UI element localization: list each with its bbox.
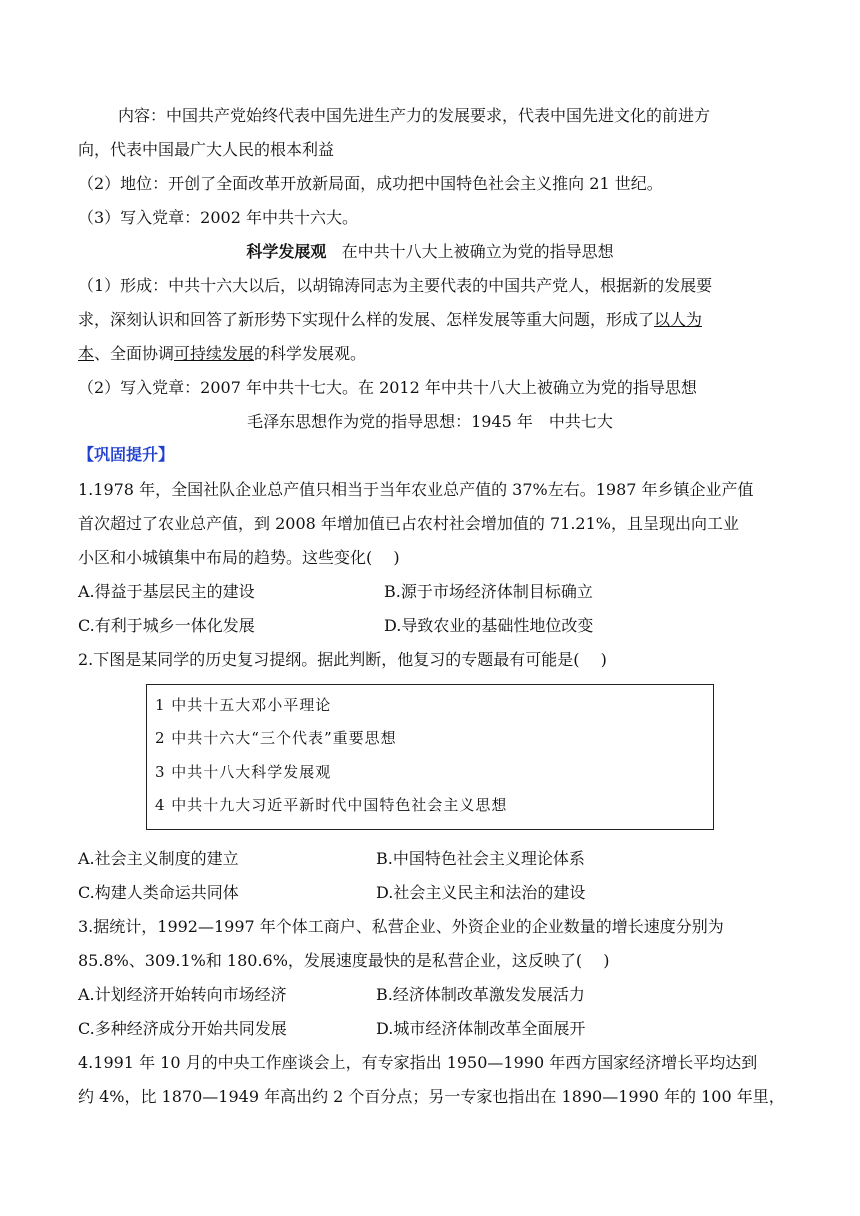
q1-line-1: 1.1978 年，全国社队企业总产值只相当于当年农业总产值的 37%左右。1987 年乡镇企业产值 bbox=[78, 480, 754, 499]
q3-option-b[interactable]: B.经济体制改革激发发展活力 bbox=[376, 985, 585, 1004]
underlined-people-oriented: 以人为 bbox=[654, 310, 703, 329]
q1-option-c[interactable]: C.有利于城乡一体化发展 bbox=[78, 616, 255, 635]
q3-options-ab bbox=[78, 985, 585, 1005]
q1-options-ab bbox=[78, 582, 593, 602]
q2-option-c[interactable]: C.构建人类命运共同体 bbox=[78, 883, 239, 902]
q3-line-1: 3.据统计，1992—1997 年个体工商户、私营企业、外资企业的企业数量的增长速度分别为 bbox=[78, 917, 724, 936]
q2-options-ab bbox=[78, 849, 585, 869]
party-charter-line: （3）写入党章：2002 年中共十六大。 bbox=[78, 208, 358, 227]
sci-charter-line: （2）写入党章：2007 年中共十七大。在 2012 年中共十八大上被确立为党的指导思想 bbox=[78, 378, 697, 397]
q3-option-a[interactable]: A.计划经济开始转向市场经济 bbox=[78, 985, 287, 1004]
q2-options-cd bbox=[78, 883, 586, 903]
q4-line-2: 约 4%，比 1870—1949 年高出约 2 个百分点；另一专家也指出在 1890—1990 年的 100 年里， bbox=[78, 1087, 785, 1106]
q1-line-3: 小区和小城镇集中布局的趋势。这些变化( ) bbox=[78, 548, 400, 567]
q3-option-d[interactable]: D.城市经济体制改革全面展开 bbox=[376, 1019, 586, 1038]
formation-text-3: 的科学发展观。 bbox=[254, 344, 367, 363]
underlined-sustainable: 可持续发展 bbox=[174, 344, 255, 363]
q1-options-cd bbox=[78, 616, 594, 636]
formation-line-1: （1）形成：中共十六大以后，以胡锦涛同志为主要代表的中国共产党人，根据新的发展要 bbox=[78, 276, 713, 295]
scientific-outlook-heading bbox=[0, 242, 860, 262]
outline-item-4: 4 中共十九大习近平新时代中国特色社会主义思想 bbox=[155, 796, 508, 814]
q2-option-b[interactable]: B.中国特色社会主义理论体系 bbox=[376, 849, 585, 868]
mao-thought-line: 毛泽东思想作为党的指导思想：1945 年 中共七大 bbox=[247, 412, 613, 431]
outline-item-1: 1 中共十五大邓小平理论 bbox=[155, 696, 332, 714]
q3-option-c[interactable]: C.多种经济成分开始共同发展 bbox=[78, 1019, 287, 1038]
q2-option-d[interactable]: D.社会主义民主和法治的建设 bbox=[376, 883, 586, 902]
content-line-2: 向，代表中国最广大人民的根本利益 bbox=[78, 140, 335, 159]
outline-item-3: 3 中共十八大科学发展观 bbox=[155, 763, 332, 781]
formation-text: 求，深刻认识和回答了新形势下实现什么样的发展、怎样发展等重大问题，形成了 bbox=[78, 310, 655, 329]
content-line-1: 内容：中国共产党始终代表中国先进生产力的发展要求，代表中国先进文化的前进方 bbox=[118, 106, 711, 125]
heading-rest: 在中共十八大上被确立为党的指导思想 bbox=[341, 242, 614, 261]
outline-item-2: 2 中共十六大“三个代表”重要思想 bbox=[155, 729, 397, 747]
formation-text-2: 、全面协调 bbox=[94, 344, 175, 363]
q4-line-1: 4.1991 年 10 月的中央工作座谈会上，有专家指出 1950—1990 年西方国家经济增长平均达到 bbox=[78, 1053, 758, 1072]
q1-option-d[interactable]: D.导致农业的基础性地位改变 bbox=[384, 616, 594, 635]
q3-options-cd bbox=[78, 1019, 586, 1039]
q2-option-a[interactable]: A.社会主义制度的建立 bbox=[78, 849, 239, 868]
q1-line-2: 首次超过了农业总产值，到 2008 年增加值已占农村社会增加值的 71.21%，且呈现出向工业 bbox=[78, 514, 739, 533]
q1-option-b[interactable]: B.源于市场经济体制目标确立 bbox=[384, 582, 593, 601]
underlined-ben: 本 bbox=[78, 344, 95, 363]
status-line: （2）地位：开创了全面改革开放新局面，成功把中国特色社会主义推向 21 世纪。 bbox=[78, 174, 663, 193]
formation-line-3 bbox=[78, 344, 366, 364]
formation-line-2 bbox=[78, 310, 702, 330]
review-outline-box bbox=[146, 684, 714, 830]
q3-line-2: 85.8%、309.1%和 180.6%，发展速度最快的是私营企业，这反映了( ) bbox=[78, 951, 610, 970]
section-title: 【巩固提升】 bbox=[78, 445, 175, 464]
q2-line-1: 2.下图是某同学的历史复习提纲。据此判断，他复习的专题最有可能是( ) bbox=[78, 650, 607, 669]
heading-title: 科学发展观 bbox=[246, 242, 327, 261]
q1-option-a[interactable]: A.得益于基层民主的建设 bbox=[78, 582, 255, 601]
